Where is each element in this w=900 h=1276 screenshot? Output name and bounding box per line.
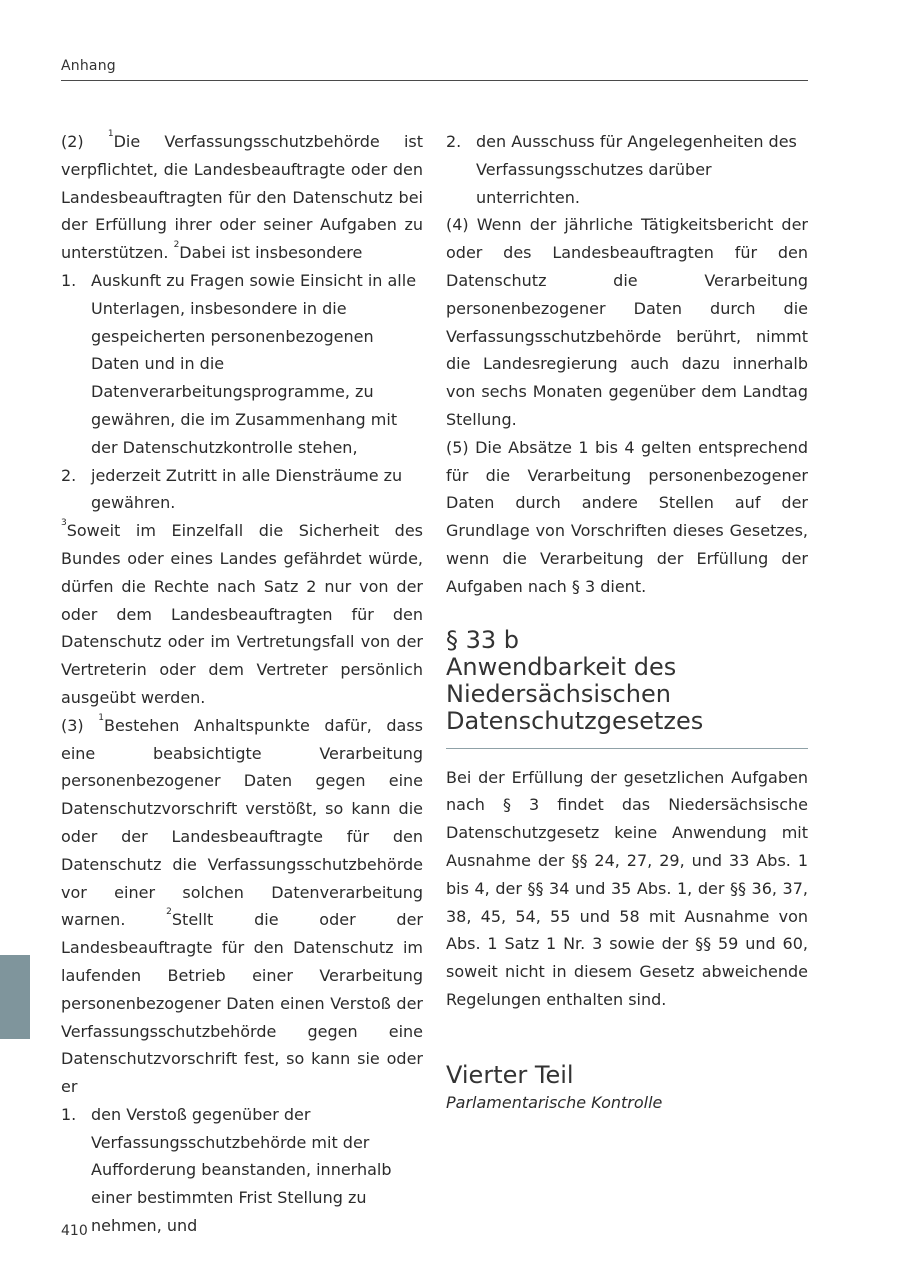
paragraph-2: (2) $^1$Die Verfassungsschutzbehörde ist verpflichtet, die Landesbeauftragte oder den Landesbeauftragten für den Datenschutz bei der Erfüllung ihrer oder seiner Aufgaben zu unterstützen. $^2$Dabei ist insbesondere [61,129,424,263]
thumb-index-tab [0,955,30,1039]
section-number: § 33 b [446,625,520,654]
section-rule [446,748,808,749]
list-item: 1. den Verstoß gegenüber der Verfassungsschutzbehörde mit der Aufforderung beanstanden, innerhalb einer bestimmten Frist Stellung zu nehmen, und [61,1104,392,1236]
running-header: Anhang [61,58,116,74]
section-body: Bei der Erfüllung der gesetzlichen Aufgaben nach § 3 findet das Niedersächsische Datenschutzgesetz keine Anwendung mit Ausnahme der §§ 24, 27, 29, und 33 Abs. 1 bis 4, der §§ 34 und 35 Abs. 1, der §§ 36, 37, 38, 45, 54, 55 und 58 mit Ausnahme von Abs. 1 Satz 1 Nr. 3 sowie der §§ 59 und 60, soweit nicht in diesem Gesetz abweichende Regelungen enthalten sind. [446,767,808,1009]
section-heading [446,627,808,735]
paragraph-3: (3) $^1$Bestehen Anhaltspunkte dafür, dass eine beabsichtigte Verarbeitung personenbezogener Daten gegen eine Datenschutzvorschrift verstößt, so kann die oder der Landesbeauftragte für den Datenschutz die Verfassungsschutzbehörde vor einer solchen Datenverarbeitung warnen. $^2$Stellt die oder der Landesbeauftragte für den Datenschutz im laufenden Betrieb einer Verarbeitung personenbezogener Daten einen Verstoß der Verfassungsschutzbehörde gegen eine Datenschutzvorschrift fest, so kann sie oder er [61,712,424,1097]
paragraph-4: (4) Wenn der jährliche Tätigkeitsbericht der oder des Landesbeauftragten für den Datenschutz die Verarbeitung personenbezogener Daten durch die Verfassungsschutzbehörde berührt, nimmt die Landesregierung auch dazu innerhalb von sechs Monaten gegenüber dem Landtag Stellung. [446,215,808,429]
paragraph-2-sentence-3: $^3$Soweit im Einzelfall die Sicherheit des Bundes oder eines Landes gefährdet würde, dürfen die Rechte nach Satz 2 nur von der oder dem Landesbeauftragten für den Datenschutz oder im Vertretungsfall von der Vertreterin oder dem Vertreter persönlich ausgeübt werden. [61,518,423,707]
part-title: Vierter Teil [446,1060,574,1089]
page-number: 410 [61,1223,88,1239]
part-subtitle: Parlamentarische Kontrolle [446,1092,663,1112]
paragraph-5: (5) Die Absätze 1 bis 4 gelten entsprechend für die Verarbeitung personenbezogener Daten durch andere Stellen auf der Grundlage von Vorschriften dieses Gesetzes, wenn die Verarbeitung der Erfüllung der Aufgaben nach § 3 dient. [446,437,808,596]
list-item: 2. jederzeit Zutritt in alle Diensträume zu gewähren. [61,465,403,513]
left-column [61,128,423,1240]
list-item: 2. den Ausschuss für Angelegenheiten des Verfassungsschutzes darüber unterrichten. [446,132,797,207]
paragraph-2-list [61,267,423,517]
section-title: Anwendbarkeit des Niedersächsischen Datenschutzgesetzes [446,652,704,735]
header-rule [61,80,808,81]
right-column [446,128,808,1116]
list-item: 1. Auskunft zu Fragen sowie Einsicht in alle Unterlagen, insbesondere in die gespeicherten personenbezogenen Daten und in die Datenverarbeitungsprogramme, zu gewähren, die im Zusammenhang mit der Datenschutzkontrolle stehen, [61,270,417,457]
paragraph-3-list [61,1101,423,1240]
